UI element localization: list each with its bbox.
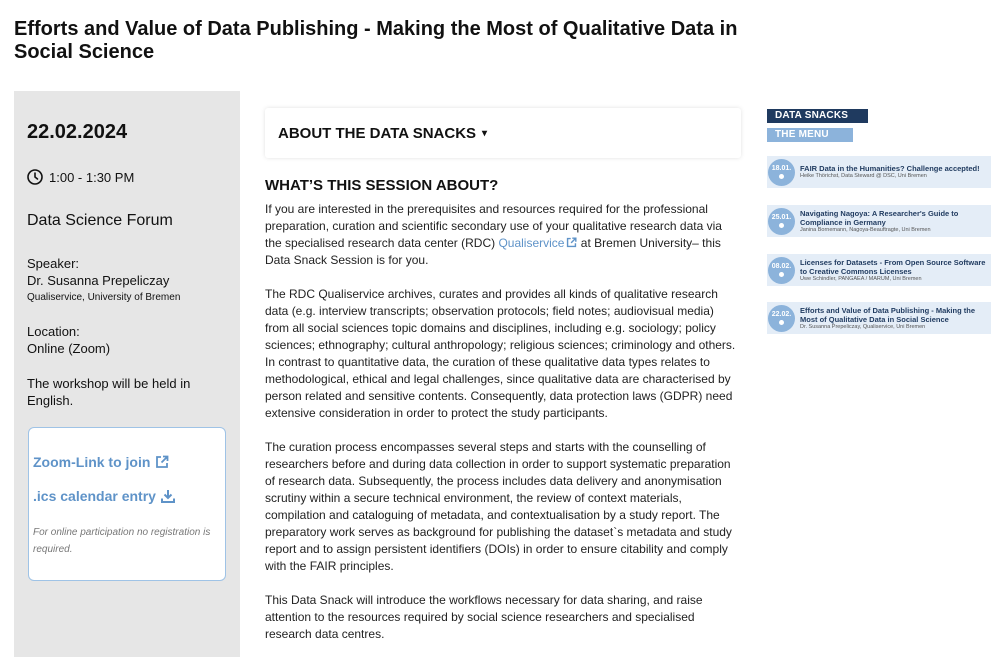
qualiservice-link[interactable]: Qualiservice: [498, 236, 577, 250]
menu-item-author: Heike Thörichst, Data Steward @ DSC, Uni Bremen: [800, 173, 927, 179]
dot-icon: [779, 223, 784, 228]
chevron-down-icon: ▾: [482, 127, 488, 139]
event-info-sidebar: [14, 91, 240, 657]
download-icon: [161, 489, 175, 503]
menu-item-author: Janina Bornemann, Nagoya-Beauftragte, Uni Bremen: [800, 226, 931, 233]
location-value: Online (Zoom): [27, 341, 111, 356]
ics-link-label: .ics calendar entry: [33, 488, 156, 504]
menu-item[interactable]: [767, 205, 991, 237]
speaker-name: Dr. Susanna Prepeliczay: [27, 273, 170, 288]
menu-item-title: FAIR Data in the Humanities? Challenge accepted!: [800, 164, 980, 173]
dot-icon: [779, 320, 784, 325]
date-circle: 18.01.: [768, 159, 795, 186]
menu-item-author: Dr. Susanna Prepeliczay, Qualiservice, Uni Bremen: [800, 323, 926, 330]
event-time: [27, 169, 134, 185]
menu-item[interactable]: [767, 156, 991, 188]
speaker-affiliation: Qualiservice, University of Bremen: [27, 292, 181, 303]
date-circle: 22.02.: [768, 305, 795, 332]
data-snacks-badge: DATA SNACKS: [767, 109, 868, 123]
section-heading: WHAT’S THIS SESSION ABOUT?: [265, 177, 499, 194]
clock-icon: [27, 169, 43, 185]
speaker-label: Speaker:: [27, 256, 80, 271]
join-box: [28, 427, 226, 581]
event-forum: Data Science Forum: [27, 212, 173, 229]
date-circle: 25.01.: [768, 208, 795, 235]
speaker-block: [27, 255, 180, 306]
menu-item[interactable]: [767, 302, 991, 334]
menu-item-title: Efforts and Value of Data Publishing - Making the Most of Qualitative Data in Social Science: [800, 305, 976, 324]
external-link-icon: [566, 237, 577, 248]
menu-badge: THE MENU: [767, 128, 853, 142]
location-block: [27, 323, 110, 357]
paragraph-2: The RDC Qualiservice archives, curates and provides all kinds of qualitative research data (e.g. interview transcripts; observation protocols; field notes; audiovisual media) from all social sciences topic domains and disciplines, including e.g. sociology; policy sciences; ethnography; cultural anthropology; religious sciences; criminology and others. In contrast to quantitative data, the curation of these qualitative data types relates to methodological, ethical and legal challenges, since qualitative data are characterised by person related and sensitive contents. Consequently, data protection laws (GDPR) need extensive consideration in order to protect the study participants.: [265, 287, 736, 420]
date-circle: 08.02.: [768, 257, 795, 284]
registration-note: For online participation no registration is required.: [33, 527, 211, 555]
dot-icon: [779, 272, 784, 277]
language-note: The workshop will be held in English.: [27, 376, 191, 408]
accordion-label: ABOUT THE DATA SNACKS: [278, 124, 477, 142]
paragraph-1: If you are interested in the prerequisites and resources required for the professional preparation, curation and scientific secondary use of your qualitative research data via the specialised research data center (RDC) Qualiservice at Bremen University– this Data Snack Session is for you.: [265, 202, 722, 267]
location-label: Location:: [27, 324, 80, 339]
menu-item[interactable]: [767, 254, 991, 286]
paragraph-3: The curation process encompasses several steps and starts with the counselling of researchers before and during data collection in order to support systematic preparation of research data. Subsequently, the process includes data delivery and anonymisation scrutiny within a secure technical environment, the review of context materials, compilation and cataloguing of metadata, and contextualisation by a study report. The preparatory work serves as background for publishing the dataset`s metadata and study report and to assign persistent identifiers (DOIs) in order to ensure citability and comply with the FAIR principles.: [265, 440, 732, 573]
ics-link[interactable]: [33, 488, 175, 504]
session-description: [265, 201, 741, 657]
page-title: Efforts and Value of Data Publishing - Making the Most of Qualitative Data in Social Science: [14, 18, 738, 63]
event-time-text: 1:00 - 1:30 PM: [49, 169, 135, 185]
paragraph-4: This Data Snack will introduce the workflows necessary for data sharing, and raise attention to the resources required by social science researchers and specialised research data centres.: [265, 593, 703, 641]
menu-item-author: Uwe Schindler, PANGAEA / MARUM, Uni Bremen: [800, 275, 922, 282]
event-date: 22.02.2024: [27, 121, 128, 143]
menu-item-title: Licenses for Datasets - From Open Source Software to Creative Commons Licenses: [800, 257, 986, 276]
external-link-icon: [155, 455, 169, 469]
zoom-link-label: Zoom-Link to join: [33, 454, 151, 470]
menu-item-title: Navigating Nagoya: A Researcher's Guide to Compliance in Germany: [800, 208, 959, 227]
zoom-link[interactable]: [33, 454, 169, 470]
dot-icon: [779, 174, 784, 179]
about-data-snacks-accordion[interactable]: [265, 108, 741, 158]
